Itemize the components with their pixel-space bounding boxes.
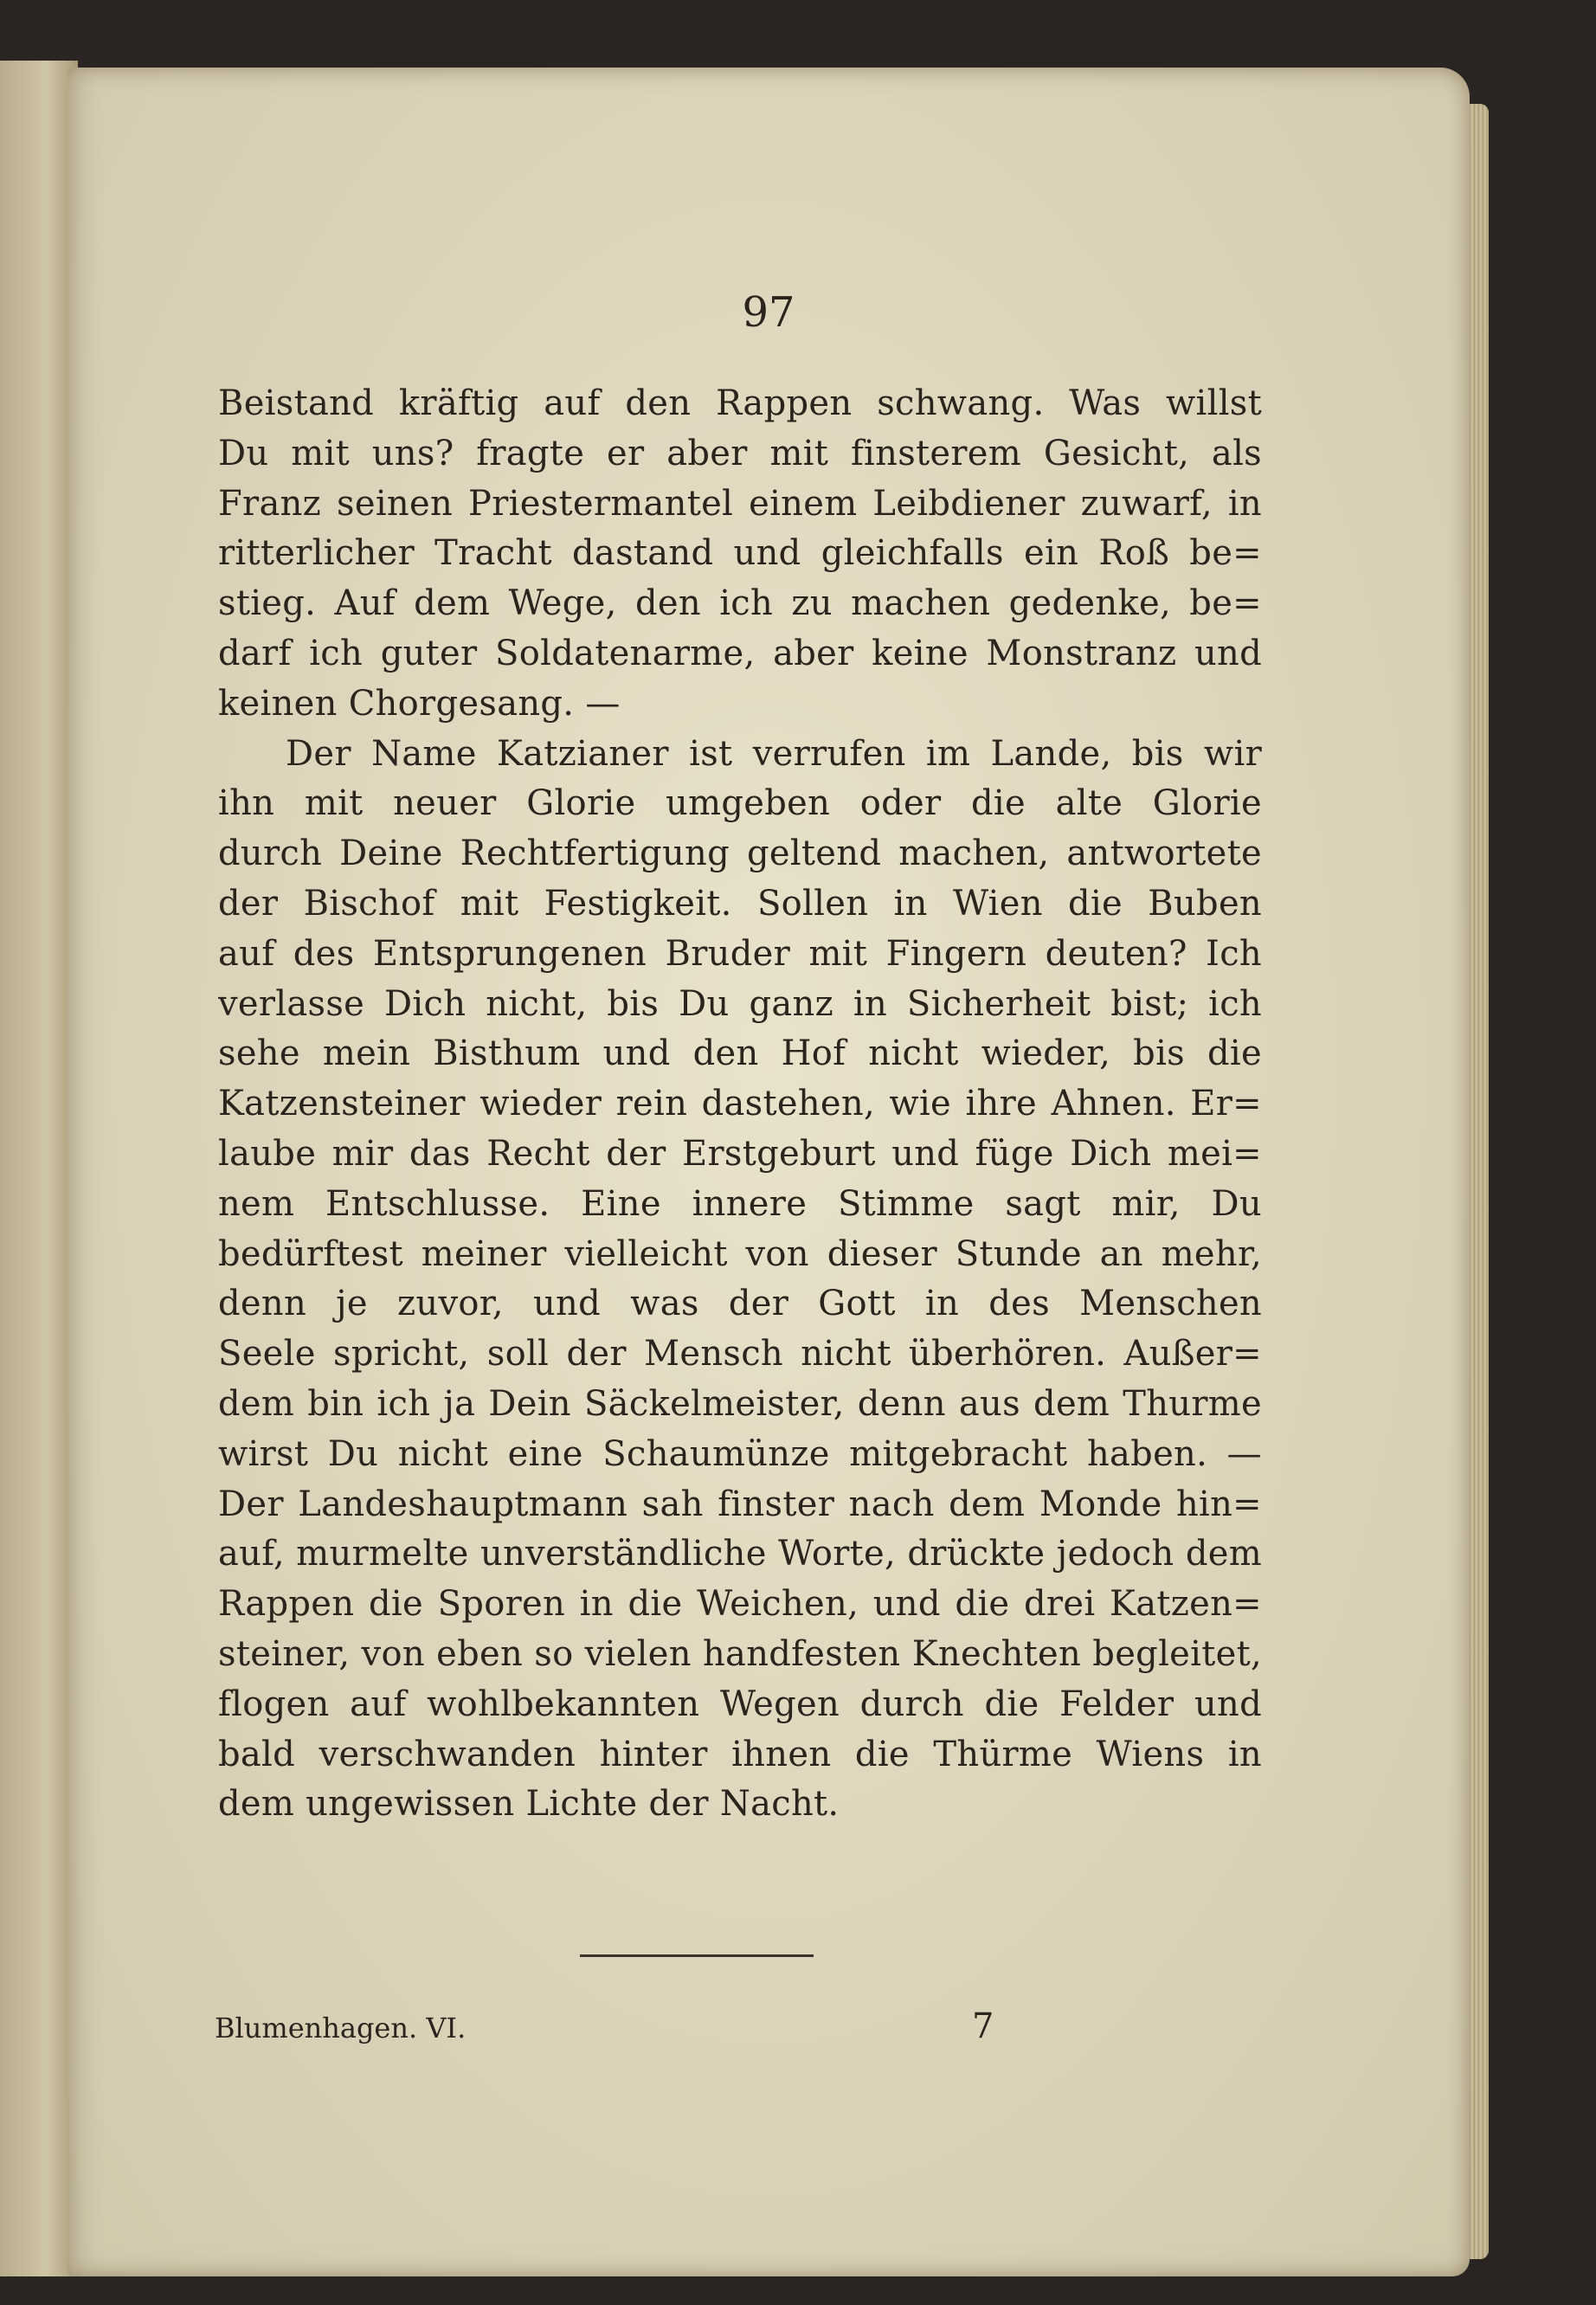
text-line: verlasse Dich nicht, bis Du ganz in Sicherheit bist; ich [218,983,1262,1024]
text-line: auf des Entsprungenen Bruder mit Fingern deuten? Ich [218,933,1262,974]
text-line: steiner, von eben so vielen handfesten Knechten begleitet, [218,1633,1262,1674]
text-line: ihn mit neuer Glorie umgeben oder die alte Glorie [218,783,1262,824]
text-line: bedürftest meiner vielleicht von dieser Stunde an mehr, [218,1233,1262,1274]
page-number: 97 [742,288,795,337]
text-line: dem ungewissen Lichte der Nacht. [218,1784,840,1825]
text-line: sehe mein Bisthum und den Hof nicht wieder, bis die [218,1033,1262,1074]
text-line: stieg. Auf dem Wege, den ich zu machen gedenke, be= [218,583,1262,624]
text-line: Seele spricht, soll der Mensch nicht überhören. Außer= [218,1334,1262,1375]
text-line: Beistand kräftig auf den Rappen schwang. Was willst [218,383,1262,423]
text-line: durch Deine Rechtfertigung geltend machen, antwortete [218,834,1262,874]
text-line: keinen Chorgesang. — [218,683,621,724]
left-page-edge [0,61,78,2276]
text-line: nem Entschlusse. Eine innere Stimme sagt mir, Du [218,1183,1262,1224]
printer-signature: Blumenhagen. VI. [215,2012,467,2044]
text-line: Rappen die Sporen in die Weichen, und die drei Katzen= [218,1584,1262,1625]
book-page [68,68,1470,2276]
text-line: denn je zuvor, und was der Gott in des Menschen [218,1284,1262,1324]
text-line: dem bin ich ja Dein Säckelmeister, denn aus dem Thurme [218,1383,1262,1424]
text-line: wirst Du nicht eine Schaumünze mitgebracht haben. — [218,1433,1262,1474]
text-line: der Bischof mit Festigkeit. Sollen in Wien die Buben [218,883,1262,924]
signature-mark: 7 [972,2006,994,2046]
text-line: flogen auf wohlbekannten Wegen durch die Felder und [218,1684,1262,1724]
text-line: Der Landeshauptmann sah finster nach dem Monde hin= [218,1484,1262,1524]
text-line: laube mir das Recht der Erstgeburt und füge Dich mei= [218,1133,1262,1174]
body-text [218,379,1262,1830]
section-rule [580,1954,814,1957]
text-line: auf, murmelte unverständliche Worte, drückte jedoch dem [218,1534,1262,1574]
text-line: Franz seinen Priestermantel einem Leibdiener zuwarf, in [218,483,1262,524]
text-line: Katzensteiner wieder rein dastehen, wie ihre Ahnen. Er= [218,1084,1262,1124]
text-line: darf ich guter Soldatenarme, aber keine Monstranz und [218,633,1262,673]
text-line: Der Name Katzianer ist verrufen im Lande, bis wir [286,733,1262,774]
text-line: Du mit uns? fragte er aber mit finsterem Gesicht, als [218,433,1262,473]
text-line: bald verschwanden hinter ihnen die Thürme Wiens in [218,1734,1262,1774]
text-line: ritterlicher Tracht dastand und gleichfalls ein Roß be= [218,533,1262,574]
